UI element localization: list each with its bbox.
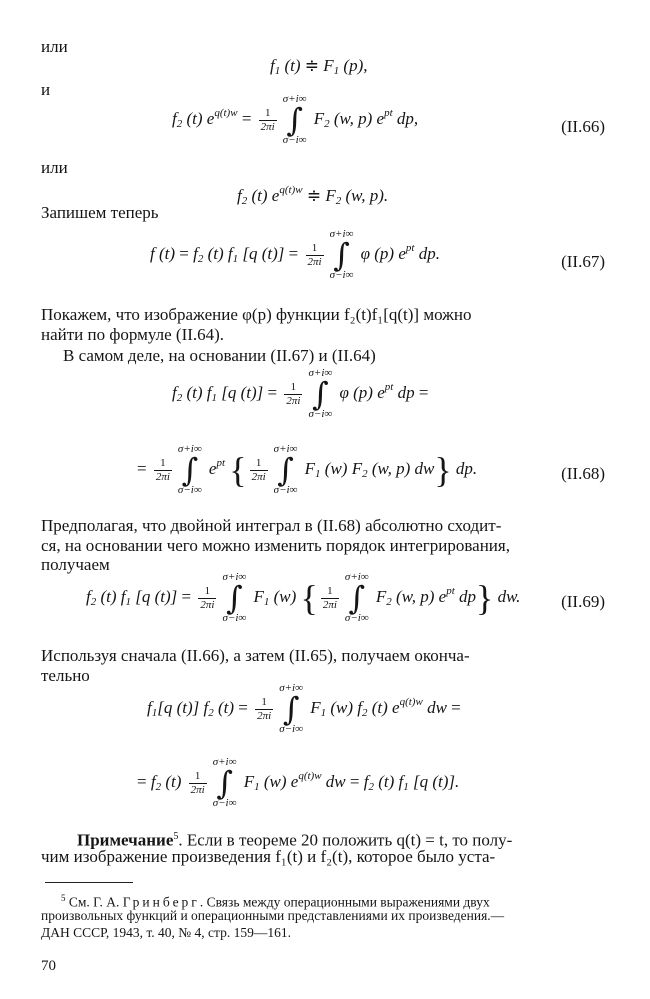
text-zapishem: Запишем теперь xyxy=(41,203,159,222)
paragraph-3-line-2: ся, на основании чего можно изменить порядок интегрирования, xyxy=(41,536,510,555)
eq-label-ii-68: (II.68) xyxy=(561,464,605,483)
word-ili-2: или xyxy=(41,158,68,177)
eq-label-ii-69: (II.69) xyxy=(561,592,605,611)
word-i: и xyxy=(41,80,51,99)
footnote-text-a: См. Г. А. xyxy=(68,894,123,910)
equation-ii-69: $f_2$ (t) $f_1$ [q (t)] = $\frac{1}{2\pi i}$ σ+i∞ ∫ σ−i∞ $F_1$ (w) { $\frac{1}{2\pi i}$ σ+i∞ ∫ σ−i∞ $F_2$ (w, p) $e^{pt}$ dp} dw. xyxy=(86,571,521,624)
equation-ii-66: $f_2$ (t) $e^{q(t)w}$ = $\frac{1}{2\pi i}$ σ+i∞ ∫ σ−i∞ $F_2$ (w, p) $e^{pt}$ dp, xyxy=(172,93,419,146)
equation-f2-image: $f_2$ (t) $e^{q(t)w}$ ≑ $F_2$ (w, p). xyxy=(237,184,389,207)
equation-ii-67: f $(t) = f_2$ (t) $f_1$ [q (t)] = $\frac{1}{2\pi i}$ σ+i∞ ∫ σ−i∞ φ (p) $e^{pt}$ dp. xyxy=(150,228,440,281)
paragraph-3-line-3: получаем xyxy=(41,555,110,574)
footnote-author: Гринберг xyxy=(122,894,200,910)
paragraph-3-line-1: Предполагая, что двойной интеграл в (II.68) абсолютно сходит- xyxy=(41,516,502,535)
paragraph-1-line-2: найти по формуле (II.64). xyxy=(41,325,225,344)
footnote-text-b: . Связь между операционными выражениями двух xyxy=(199,894,490,910)
note-label: Примечание xyxy=(77,830,174,850)
paragraph-2-line-1: В самом деле, на основании (II.67) и (II.64) xyxy=(63,346,376,365)
equation-ii-68-part-1: $f_2$ (t) $f_1$ [q (t)] = $\frac{1}{2\pi i}$ σ+i∞ ∫ σ−i∞ φ (p) $e^{pt}$ dp = xyxy=(172,367,429,420)
note-footnote-ref: 5 xyxy=(173,831,179,842)
equation-final-part-1: $f_1[q$ (t)] $f_2$ (t) = $\frac{1}{2\pi i}$ σ+i∞ ∫ σ−i∞ $F_1$ (w) $f_2$ (t) $e^{q(t)w}$ dw = xyxy=(147,682,461,735)
paragraph-4-line-1: Используя сначала (II.66), а затем (II.65), получаем оконча- xyxy=(41,646,470,665)
eq-label-ii-67: (II.67) xyxy=(561,252,605,271)
paragraph-1-line-1: Покажем, что изображение φ(p) функции f₂(t)f₁[q(t)] можно xyxy=(41,305,472,324)
footnote-mark: 5 xyxy=(61,893,66,903)
eq-label-ii-66: (II.66) xyxy=(561,117,605,136)
paragraph-4-line-2: тельно xyxy=(41,666,90,685)
page-number: 70 xyxy=(41,958,56,974)
footnote-line-3: ДАН СССР, 1943, т. 40, № 4, стр. 159—161. xyxy=(41,925,291,940)
equation-f1-image: $f_1$ (t) ≑ $F_1$ (p), xyxy=(270,56,368,77)
equation-ii-68-part-2: = $\frac{1}{2\pi i}$ σ+i∞ ∫ σ−i∞ $e^{pt}$ { $\frac{1}{2\pi i}$ σ+i∞ ∫ σ−i∞ $F_1$ (w) $F_2$ (w, p) dw} dp. xyxy=(137,443,478,496)
note-line-2: чим изображение произведения f₁(t) и f₂(t), которое было уста- xyxy=(41,847,496,866)
word-ili-1: или xyxy=(41,37,68,56)
note-line-1-text: . Если в теореме 20 положить q(t) = t, то полу- xyxy=(178,830,513,850)
footnote-separator xyxy=(45,882,133,883)
footnote-line-2: произвольных функций и операционными представлениями их произведения.— xyxy=(41,908,505,923)
equation-final-part-2: = $f_2$ (t) $\frac{1}{2\pi i}$ σ+i∞ ∫ σ−i∞ $F_1$ (w) $e^{q(t)w}$ dw = $f_2$ (t) $f_1$ [q (t)]. xyxy=(137,756,460,809)
